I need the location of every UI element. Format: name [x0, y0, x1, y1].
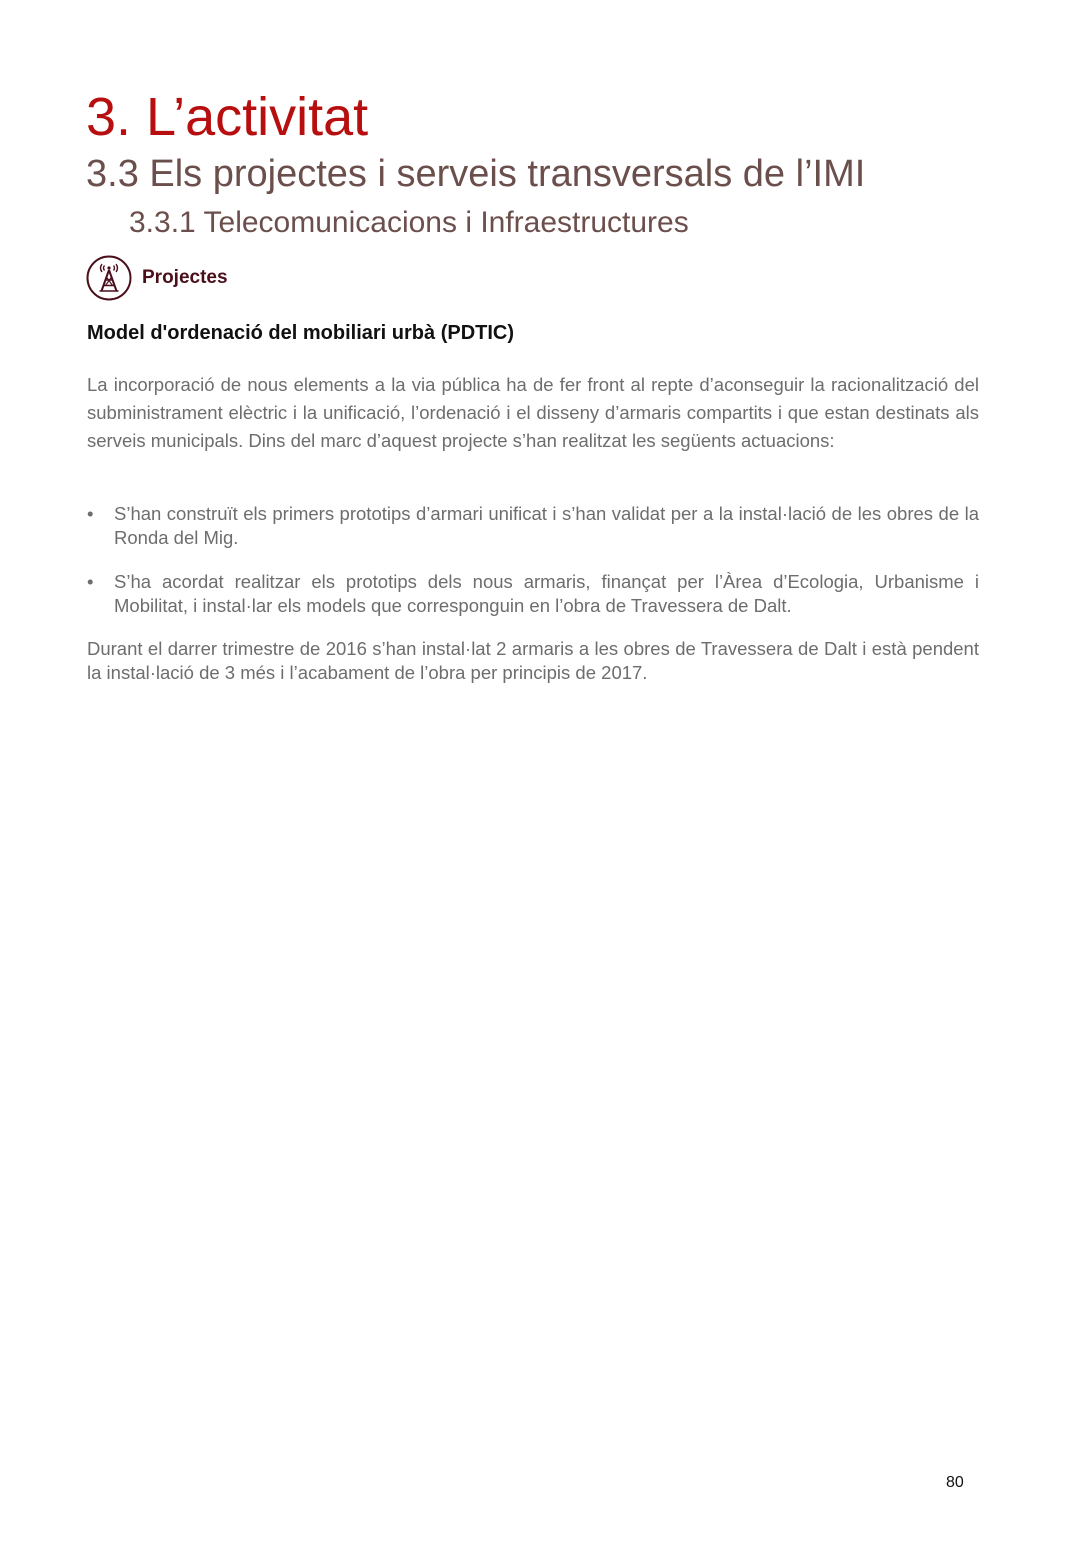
- antenna-tower-icon: [86, 255, 132, 301]
- actions-list: [87, 502, 979, 638]
- project-title: Model d'ordenació del mobiliari urbà (PDTIC): [87, 322, 515, 344]
- closing-paragraph: Durant el darrer trimestre de 2016 s’han instal·lat 2 armaris a les obres de Travessera de Dalt i està pendent la instal·lació de 3 més i l’acabament de l’obra per principis de 2017.: [87, 638, 979, 683]
- list-item: [87, 502, 979, 550]
- bullet-icon: •: [87, 571, 94, 592]
- subsection-title: 3.3.1 Telecomunicacions i Infraestructures: [129, 206, 689, 239]
- category-header: [86, 254, 228, 302]
- list-item-text: S’han construït els primers prototips d’armari unificat i s’han validat per a la instal·lació de les obres de la Ronda del Mig.: [114, 503, 979, 548]
- intro-paragraph: La incorporació de nous elements a la via pública ha de fer front al repte d’aconseguir la racionalització del subministrament elèctric i la unificació, l’ordenació i el disseny d’armaris compartits i que estan destinats als serveis municipals. Dins del marc d’aquest projecte s’han realitzat les següents actuacions:: [87, 374, 979, 451]
- category-label: Projectes: [142, 267, 228, 288]
- list-item-text: S’ha acordat realitzar els prototips dels nous armaris, finançat per l’Àrea d’Ecologia, Urbanisme i Mobilitat, i instal·lar els models que corresponguin en l’obra de Travessera de Dalt.: [114, 571, 979, 616]
- chapter-title: 3. L’activitat: [86, 87, 369, 147]
- list-item: [87, 570, 979, 618]
- bullet-icon: •: [87, 503, 94, 524]
- section-title: 3.3 Els projectes i serveis transversals de l’IMI: [86, 153, 866, 195]
- page-number: 80: [946, 1474, 964, 1491]
